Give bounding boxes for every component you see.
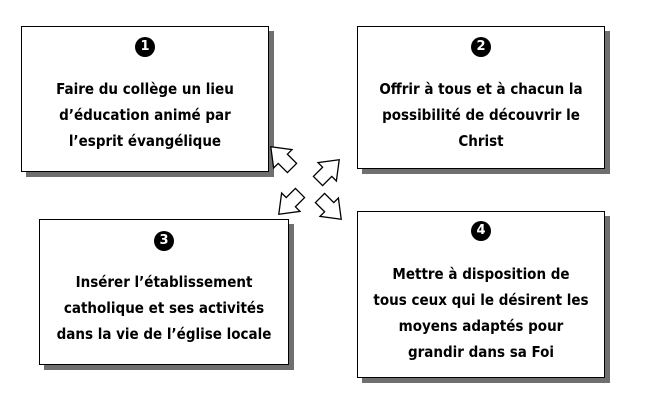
number-badge-3: 3 (154, 231, 174, 251)
box-2-line-2: possibilité de découvrir le (382, 106, 580, 124)
box-4-line-4: grandir dans sa Foi (407, 343, 555, 361)
box-1-line-2: d’éducation animé par (59, 106, 231, 124)
arrow-down-left-icon (270, 184, 310, 224)
box-1-line-3: l’esprit évangélique (68, 132, 222, 150)
box-2-line-3: Christ (458, 132, 504, 150)
box-3-line-2: catholique et ses activités (63, 299, 265, 317)
arrow-up-left-icon (262, 138, 302, 178)
number-badge-2: 2 (471, 37, 491, 57)
box-4-line-2: tous ceux qui le désirent les (373, 291, 589, 309)
arrow-down-right-icon (311, 189, 351, 229)
box-4-line-3: moyens adaptés pour (398, 317, 564, 335)
number-badge-1: 1 (135, 37, 155, 57)
box-2-line-1: Offrir à tous et à chacun la (379, 80, 583, 98)
box-4-line-1: Mettre à disposition de (392, 265, 570, 283)
box-3-line-1: Insérer l’établissement (75, 273, 253, 291)
box-3-line-3: dans la vie de l’église locale (56, 325, 272, 343)
box-1-line-1: Faire du collège un lieu (56, 80, 234, 98)
arrow-up-right-icon (309, 151, 349, 191)
number-badge-4: 4 (471, 221, 491, 241)
